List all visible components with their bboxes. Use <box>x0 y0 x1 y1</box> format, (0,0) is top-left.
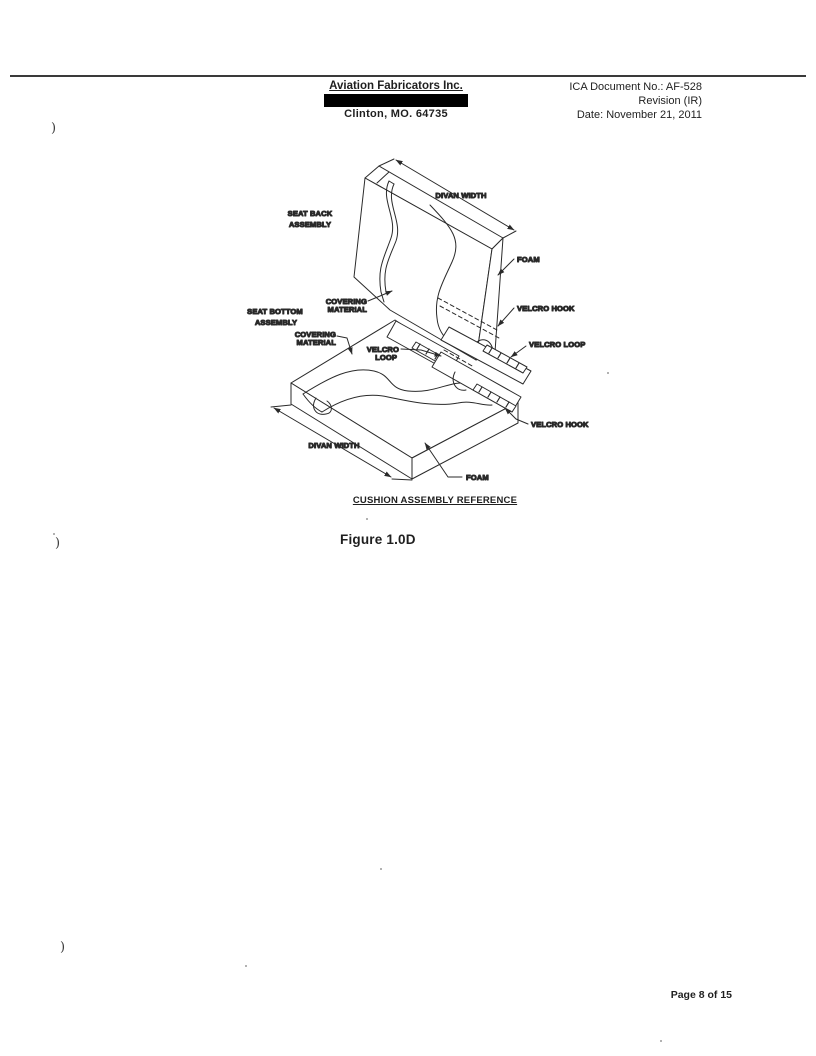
covering-material-bottom-line1: COVERING <box>294 330 336 339</box>
doc-date: Date: November 21, 2011 <box>576 109 702 121</box>
velcro-hook-top-leader <box>498 308 514 326</box>
divan-width-bottom-label: DIVAN WIDTH <box>308 441 360 450</box>
scan-artifact-bracket-middle: ) <box>55 536 61 551</box>
scan-speck <box>366 518 368 520</box>
velcro-hook-bottom-label: VELCRO HOOK <box>531 420 589 429</box>
scan-speck <box>607 372 609 374</box>
figure-number: Figure 1.0D <box>340 532 416 547</box>
velcro-loop-left-line2: LOOP <box>375 353 397 362</box>
covering-material-back-line2: MATERIAL <box>327 305 367 314</box>
foam-top-label: FOAM <box>517 255 540 264</box>
scan-speck <box>53 533 55 535</box>
cushion-assembly-figure <box>240 140 625 520</box>
header-doc-block <box>530 80 702 122</box>
velcro-loop-right-label: VELCRO LOOP <box>529 340 586 349</box>
company-city: Clinton, MO. 64735 <box>344 108 448 120</box>
foam-bottom-label: FOAM <box>466 473 489 482</box>
header-rule <box>10 75 806 77</box>
redacted-address-bar <box>324 94 468 107</box>
scan-speck <box>660 1040 662 1042</box>
divan-width-top-label: DIVAN WIDTH <box>435 191 487 200</box>
scan-artifact-bracket-bottom: ) <box>60 940 66 955</box>
company-name: Aviation Fabricators Inc. <box>329 80 463 92</box>
doc-number: ICA Document No.: AF-528 <box>569 81 702 93</box>
seat-back-label-line2: ASSEMBLY <box>288 220 332 229</box>
velcro-loop-right-leader <box>511 346 526 357</box>
doc-revision: Revision (IR) <box>638 95 702 107</box>
figure-caption: CUSHION ASSEMBLY REFERENCE <box>352 495 518 506</box>
header-company-block <box>318 80 474 120</box>
seat-bottom-label-line2: ASSEMBLY <box>254 318 298 327</box>
scan-speck <box>245 965 247 967</box>
page-number: Page 8 of 15 <box>670 989 732 1001</box>
seat-bottom-label-line1: SEAT BOTTOM <box>247 307 303 316</box>
velcro-hook-top-label: VELCRO HOOK <box>517 304 575 313</box>
scan-speck <box>380 868 382 870</box>
covering-material-bottom-line2: MATERIAL <box>296 338 336 347</box>
covering-material-back-line1: COVERING <box>325 297 367 306</box>
velcro-loop-left-line1: VELCRO <box>366 345 399 354</box>
seat-back-label-line1: SEAT BACK <box>287 209 333 218</box>
scan-artifact-bracket-top: ) <box>51 121 57 136</box>
